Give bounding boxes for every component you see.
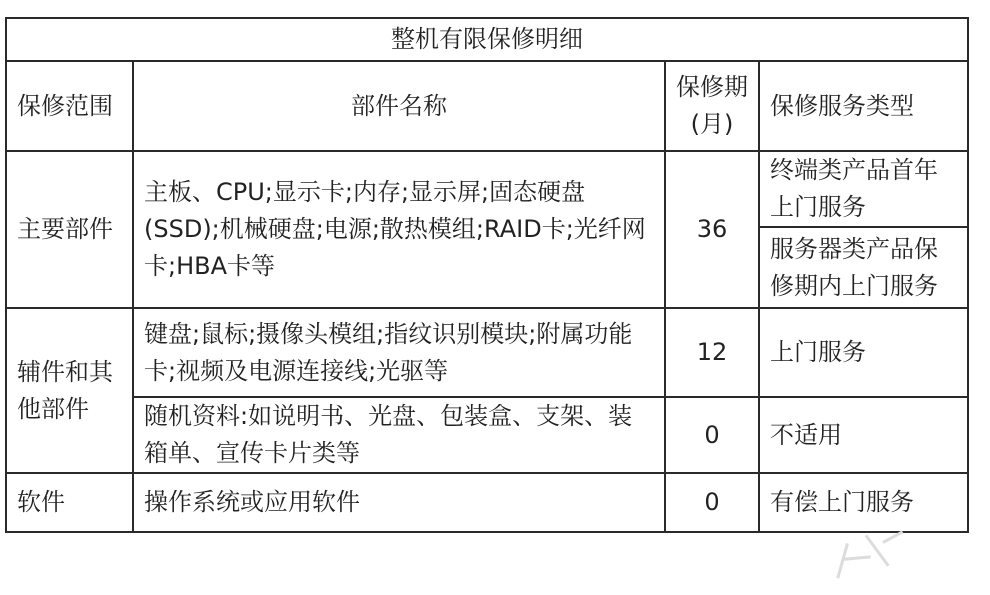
table-title: 整机有限保修明细 <box>6 18 968 61</box>
header-parts: 部件名称 <box>133 61 665 151</box>
period-aux-a: 12 <box>665 308 759 397</box>
period-aux-b: 0 <box>665 397 759 473</box>
service-terminal: 终端类产品首年上门服务 <box>759 151 968 227</box>
warranty-table <box>5 17 969 533</box>
scope-main-parts: 主要部件 <box>6 151 133 308</box>
header-period: 保修期(月) <box>665 61 759 151</box>
service-aux-a: 上门服务 <box>759 308 968 397</box>
header-scope: 保修范围 <box>6 61 133 151</box>
scope-software: 软件 <box>6 473 133 532</box>
period-main: 36 <box>665 151 759 308</box>
service-aux-b: 不适用 <box>759 397 968 473</box>
parts-main: 主板、CPU;显示卡;内存;显示屏;固态硬盘(SSD);机械硬盘;电源;散热模组;RAID卡;光纤网卡;HBA卡等 <box>133 151 665 308</box>
service-server: 服务器类产品保修期内上门服务 <box>759 227 968 308</box>
parts-aux-b: 随机资料:如说明书、光盘、包装盒、支架、装箱单、宣传卡片类等 <box>133 397 665 473</box>
service-software: 有偿上门服务 <box>759 473 968 532</box>
period-software: 0 <box>665 473 759 532</box>
header-service: 保修服务类型 <box>759 61 968 151</box>
parts-aux-a: 键盘;鼠标;摄像头模组;指纹识别模块;附属功能卡;视频及电源连接线;光驱等 <box>133 308 665 397</box>
parts-software: 操作系统或应用软件 <box>133 473 665 532</box>
scope-aux-parts: 辅件和其他部件 <box>6 308 133 473</box>
